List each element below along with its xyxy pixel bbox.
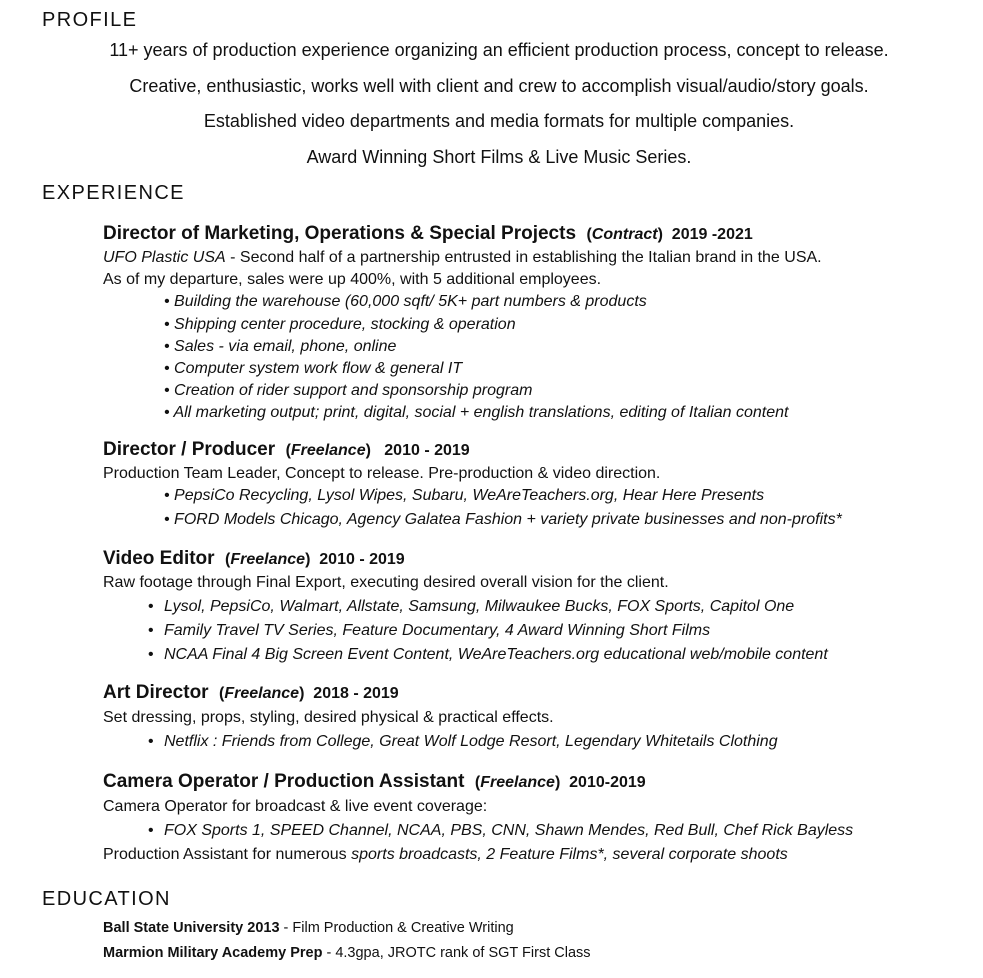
job-title-row <box>103 771 646 793</box>
job-years: 2010 - 2019 <box>384 442 470 459</box>
job-bullet-text: FOX Sports 1, SPEED Channel, NCAA, PBS, CNN, Shawn Mendes, Red Bull, Chef Rick Bayless <box>164 822 854 839</box>
job-meta: (Freelance) 2018 - 2019 <box>219 685 399 702</box>
job-bullet: • Creation of rider support and sponsorship program <box>164 382 533 399</box>
job-bullet: • Sales - via email, phone, online <box>164 338 397 355</box>
company-name: UFO Plastic USA <box>103 249 226 266</box>
profile-line: Creative, enthusiastic, works well with client and crew to accomplish visual/audio/story goals. <box>129 76 869 96</box>
job-bullet-text: Lysol, PepsiCo, Walmart, Allstate, Samsung, Milwaukee Bucks, FOX Sports, Capitol One <box>164 598 795 615</box>
profile-line: Established video departments and media formats for multiple companies. <box>203 111 795 131</box>
job-bullet: • Computer system work flow & general IT <box>164 360 463 377</box>
job-description-italic: sports broadcasts, 2 Feature Films*, several corporate shoots <box>351 846 788 863</box>
job-meta: (Freelance) 2010 - 2019 <box>285 442 470 459</box>
school-name: Marmion Military Academy Prep <box>103 945 323 961</box>
job-description: Camera Operator for broadcast & live event coverage: <box>103 798 488 815</box>
job-title-row <box>103 223 753 245</box>
bullet-icon: • <box>148 733 154 750</box>
experience-heading: EXPERIENCE <box>42 182 185 204</box>
education-entry <box>103 945 591 961</box>
job-type: Freelance <box>480 774 555 791</box>
job-description: Set dressing, props, styling, desired physical & practical effects. <box>103 709 554 726</box>
job-years: 2010 - 2019 <box>319 551 405 568</box>
job-title: Director of Marketing, Operations & Special Projects <box>103 223 577 244</box>
job-description-text: Production Assistant for numerous <box>103 846 352 863</box>
job-bullet-text: Family Travel TV Series, Feature Documentary, 4 Award Winning Short Films <box>164 622 711 639</box>
school-name: Ball State University 2013 <box>103 920 280 936</box>
job-description <box>103 249 822 267</box>
job-description: As of my departure, sales were up 400%, with 5 additional employees. <box>103 271 602 288</box>
job-title-row <box>103 548 405 570</box>
job-title: Art Director <box>103 682 209 703</box>
job-title-row <box>103 682 399 704</box>
bullet-icon: • <box>148 622 154 639</box>
education-heading: EDUCATION <box>42 888 171 910</box>
job-meta: (Contract) 2019 -2021 <box>586 226 753 243</box>
bullet-icon: • <box>148 646 154 663</box>
education-detail: - Film Production & Creative Writing <box>279 920 514 936</box>
job-bullet: • FORD Models Chicago, Agency Galatea Fashion + variety private businesses and non-profits* <box>164 511 842 528</box>
job-description <box>103 846 788 864</box>
job-bullet <box>148 822 853 840</box>
job-title: Director / Producer <box>103 439 276 460</box>
job-bullet: • Shipping center procedure, stocking & operation <box>164 316 516 333</box>
job-title: Video Editor <box>103 548 215 569</box>
job-bullet <box>148 646 828 664</box>
job-type: Freelance <box>224 685 300 702</box>
job-title-row <box>103 439 470 461</box>
job-years: 2019 -2021 <box>671 226 753 243</box>
job-description: Raw footage through Final Export, executing desired overall vision for the client. <box>103 574 669 591</box>
job-bullet: • PepsiCo Recycling, Lysol Wipes, Subaru, WeAreTeachers.org, Hear Here Presents <box>164 487 765 504</box>
bullet-icon: • <box>148 822 154 839</box>
job-years: 2010-2019 <box>569 774 646 791</box>
education-entry <box>103 920 514 936</box>
profile-line: 11+ years of production experience organizing an efficient production process, concept to release. <box>109 40 889 60</box>
profile-heading: PROFILE <box>42 9 138 31</box>
bullet-icon: • <box>148 598 154 615</box>
job-description: Production Team Leader, Concept to release. Pre-production & video direction. <box>103 465 661 482</box>
job-type: Freelance <box>290 442 366 459</box>
job-bullet-text: Netflix : Friends from College, Great Wolf Lodge Resort, Legendary Whitetails Clothing <box>164 733 778 750</box>
job-meta: (Freelance) 2010-2019 <box>474 774 646 791</box>
job-type: Contract <box>591 226 658 243</box>
job-type: Freelance <box>230 551 306 568</box>
job-bullet: • Building the warehouse (60,000 sqft/ 5K+ part numbers & products <box>164 293 647 310</box>
job-bullet: • All marketing output; print, digital, social + english translations, editing of Italian content <box>164 404 789 421</box>
job-meta: (Freelance) 2010 - 2019 <box>225 551 405 568</box>
job-bullet <box>148 622 710 640</box>
job-bullet <box>148 733 778 751</box>
profile-line: Award Winning Short Films & Live Music Series. <box>306 147 692 167</box>
job-years: 2018 - 2019 <box>313 685 399 702</box>
job-description-text: - Second half of a partnership entrusted in establishing the Italian brand in the USA. <box>225 249 822 266</box>
job-bullet <box>148 598 794 616</box>
job-bullet-text: NCAA Final 4 Big Screen Event Content, WeAreTeachers.org educational web/mobile content <box>164 646 828 663</box>
job-title: Camera Operator / Production Assistant <box>103 771 465 792</box>
education-detail: - 4.3gpa, JROTC rank of SGT First Class <box>322 945 591 961</box>
